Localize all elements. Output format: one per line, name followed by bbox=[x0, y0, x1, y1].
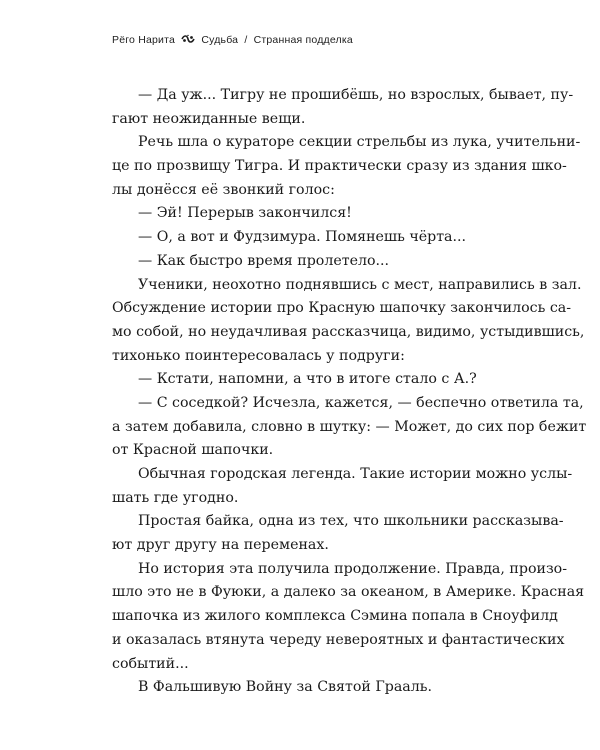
text-line: це по прозвищу Тигра. И практически сразу из здания шко- bbox=[112, 158, 567, 175]
text-line: мо собой, но неудачливая рассказчица, видимо, устыдившись, bbox=[112, 323, 585, 340]
author-name: Рёго Нарита bbox=[112, 34, 176, 46]
body-text bbox=[112, 84, 587, 700]
text-line: гают неожиданные вещи. bbox=[112, 110, 306, 127]
text-line: шапочка из жилого комплекса Сэмина попала в Сноуфилд bbox=[112, 608, 558, 625]
flourish-ornament-icon bbox=[181, 34, 195, 44]
text-line: и оказалась втянута череду невероятных и фантастических bbox=[112, 631, 565, 648]
text-line: — Как быстро время пролетело... bbox=[138, 252, 390, 269]
title-separator: / bbox=[244, 34, 248, 46]
text-line: — С соседкой? Исчезла, кажется, — беспечно ответила та, bbox=[138, 394, 584, 411]
text-line: Ученики, неохотно поднявшись с мест, направились в зал. bbox=[138, 276, 582, 293]
text-line: Но история эта получила продолжение. Правда, произо- bbox=[138, 560, 568, 577]
text-line: событий... bbox=[112, 655, 189, 672]
text-line: Обычная городская легенда. Такие истории можно услы- bbox=[138, 466, 573, 482]
text-line: Простая байка, одна из тех, что школьники рассказыва- bbox=[138, 513, 564, 530]
text-line: В Фальшивую Войну за Святой Грааль. bbox=[138, 679, 432, 696]
text-line: шло это не в Фуюки, а далеко за океаном, в Америке. Красная bbox=[112, 584, 585, 601]
text-line: — Кстати, напомни, а что в итоге стало с А.? bbox=[138, 371, 477, 388]
text-line: шать где угодно. bbox=[112, 489, 239, 506]
text-line: — О, а вот и Фудзимура. Помянешь чёрта... bbox=[138, 229, 467, 246]
series-name: Судьба bbox=[201, 34, 239, 46]
text-line: — Да уж... Тигру не прошибёшь, но взрослых, бывает, пу- bbox=[138, 87, 574, 103]
chapter-title: Странная подделка bbox=[253, 34, 353, 46]
text-line: — Эй! Перерыв закончился! bbox=[138, 205, 352, 222]
running-head bbox=[112, 34, 353, 46]
text-line: ют друг другу на переменах. bbox=[112, 537, 329, 554]
text-line: Обсуждение истории про Красную шапочку закончилось са- bbox=[112, 300, 572, 317]
text-line: Речь шла о кураторе секции стрельбы из лука, учительни- bbox=[138, 134, 581, 151]
text-line: тихонько поинтересовалась у подруги: bbox=[112, 347, 405, 364]
text-line: лы донёсся её звонкий голос: bbox=[112, 181, 335, 198]
text-line: от Красной шапочки. bbox=[112, 442, 274, 459]
text-line: а затем добавила, словно в шутку: — Может, до сих пор бежит bbox=[112, 418, 587, 435]
